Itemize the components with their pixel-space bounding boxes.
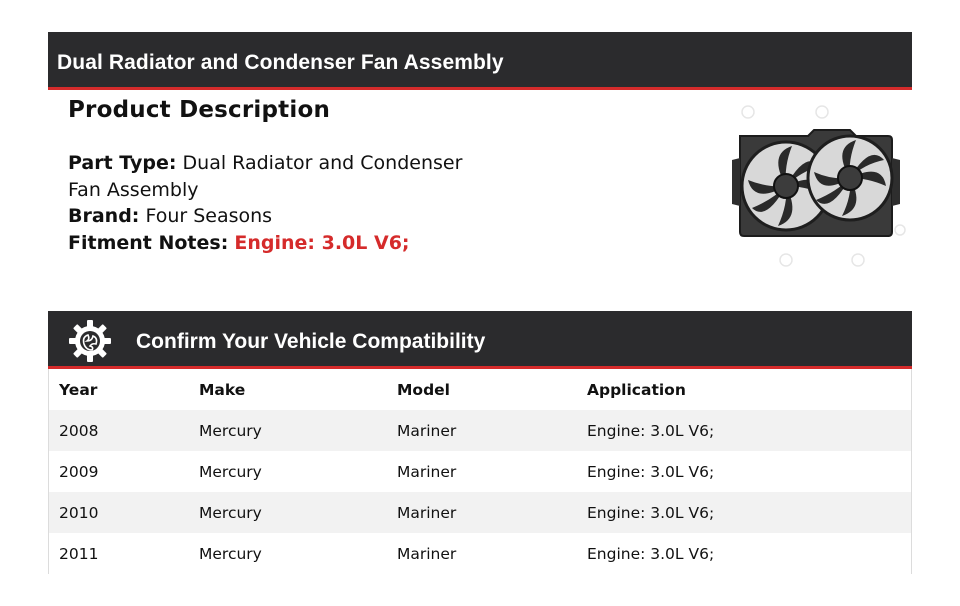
part-type-line bbox=[68, 150, 468, 203]
column-header-application: Application bbox=[577, 369, 911, 410]
part-type-label: Part Type: bbox=[68, 152, 177, 174]
table-header-row bbox=[49, 369, 911, 410]
column-header-model: Model bbox=[387, 369, 577, 410]
dual-fan-assembly-photo bbox=[728, 100, 910, 270]
brand-label: Brand: bbox=[68, 205, 140, 227]
cell-model: Mariner bbox=[387, 451, 577, 492]
table-row bbox=[49, 410, 911, 451]
cell-application: Engine: 3.0L V6; bbox=[577, 533, 911, 574]
brand-line bbox=[68, 203, 468, 230]
compatibility-title: Confirm Your Vehicle Compatibility bbox=[136, 330, 486, 353]
gear-icon bbox=[68, 319, 112, 363]
title-banner bbox=[48, 32, 912, 90]
cell-application: Engine: 3.0L V6; bbox=[577, 410, 911, 451]
fitment-value: Engine: 3.0L V6; bbox=[234, 231, 410, 254]
cell-make: Mercury bbox=[189, 492, 387, 533]
cell-application: Engine: 3.0L V6; bbox=[577, 492, 911, 533]
table-row bbox=[49, 451, 911, 492]
description-details bbox=[68, 150, 468, 256]
fitment-line bbox=[68, 230, 468, 257]
table-row bbox=[49, 533, 911, 574]
cell-model: Mariner bbox=[387, 492, 577, 533]
cell-year: 2008 bbox=[49, 410, 189, 451]
column-header-year: Year bbox=[49, 369, 189, 410]
cell-make: Mercury bbox=[189, 533, 387, 574]
compatibility-banner bbox=[48, 311, 912, 369]
cell-year: 2009 bbox=[49, 451, 189, 492]
compatibility-table bbox=[48, 369, 912, 574]
fitment-label: Fitment Notes: bbox=[68, 231, 229, 254]
cell-model: Mariner bbox=[387, 410, 577, 451]
part-type-value: Dual Radiator and Condenser Fan Assembly bbox=[68, 152, 463, 201]
cell-application: Engine: 3.0L V6; bbox=[577, 451, 911, 492]
column-header-make: Make bbox=[189, 369, 387, 410]
cell-make: Mercury bbox=[189, 410, 387, 451]
brand-value: Four Seasons bbox=[145, 205, 273, 227]
cell-make: Mercury bbox=[189, 451, 387, 492]
cell-model: Mariner bbox=[387, 533, 577, 574]
description-heading: Product Description bbox=[68, 97, 331, 123]
cell-year: 2011 bbox=[49, 533, 189, 574]
cell-year: 2010 bbox=[49, 492, 189, 533]
page-title: Dual Radiator and Condenser Fan Assembly bbox=[57, 51, 504, 74]
table-row bbox=[49, 492, 911, 533]
